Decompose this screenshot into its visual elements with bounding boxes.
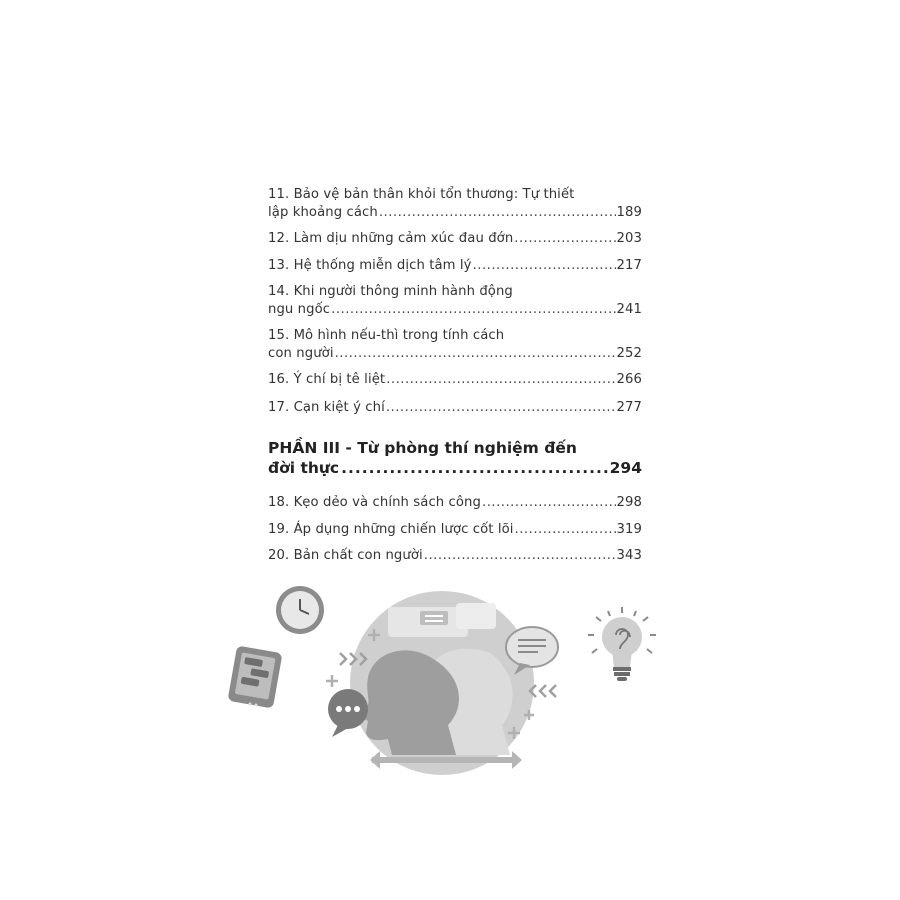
toc-page-number: 343 [616,548,642,563]
toc-entry-title-line2: ngu ngốc [268,301,331,317]
leader-dots [386,399,616,417]
leader-dots [473,257,616,275]
toc-page-number: 319 [616,521,642,537]
leader-dots [514,230,615,248]
toc-entry-19[interactable] [268,521,642,539]
toc-entry-11[interactable] [268,186,642,221]
toc-page-number: 277 [616,399,642,415]
toc-entry-17[interactable] [268,399,642,417]
toc-entry-15[interactable] [268,327,642,362]
toc-entry-title: 13. Hệ thống miễn dịch tâm lý [268,257,472,273]
toc-entry-13[interactable] [268,257,642,275]
leader-dots [341,458,608,478]
psychology-illustration [220,585,670,775]
toc-entry-title: 20. Bản chất con người [268,548,423,563]
toc-entry-title-line1: 15. Mô hình nếu-thì trong tính cách [268,328,505,343]
leader-dots [335,345,616,363]
leader-dots [379,204,616,222]
toc-page-number: 252 [616,345,642,361]
phone-chat-icon [227,645,282,708]
part-title-line1: PHẦN III - Từ phòng thí nghiệm đến [268,439,577,457]
ellipsis-bubble-icon [328,689,368,737]
toc-entry-12[interactable] [268,230,642,248]
toc-entry-title: 16. Ý chí bị tê liệt [268,372,386,387]
table-of-contents [268,186,642,565]
leader-dots [386,371,615,389]
chevrons-left-icon [530,685,556,697]
leader-dots [482,494,616,512]
toc-entry-title-line1: 14. Khi người thông minh hành động [268,284,513,299]
toc-page-number: 266 [616,372,642,387]
toc-page-number: 217 [616,257,642,273]
toc-entry-18[interactable] [268,494,642,512]
part-page-number: 294 [609,459,642,477]
leader-dots [515,521,616,539]
toc-part-heading[interactable] [268,438,642,478]
leader-dots [331,301,615,319]
toc-page-number: 189 [616,204,642,220]
leader-dots [424,547,616,565]
human-head-icon [360,649,513,755]
toc-entry-title: 17. Cạn kiệt ý chí [268,399,385,415]
toc-entry-title-line2: lập khoảng cách [268,204,378,220]
toc-entry-title-line2: con người [268,345,334,361]
toc-entry-16[interactable] [268,371,642,389]
clock-icon [276,586,324,634]
toc-entry-title: 19. Áp dụng những chiến lược cốt lõi [268,521,514,537]
toc-page-number: 241 [616,301,642,317]
toc-page-number: 203 [616,231,642,246]
lightbulb-icon [588,607,656,681]
toc-entry-20[interactable] [268,547,642,565]
toc-entry-title: 18. Kẹo dẻo và chính sách công [268,495,481,510]
toc-page-number: 298 [616,495,642,510]
part-title-line2: đời thực [268,459,340,477]
toc-entry-title-line1: 11. Bảo vệ bản thân khỏi tổn thương: Tự thiết [268,187,575,202]
toc-entry-title: 12. Làm dịu những cảm xúc đau đớn [268,231,514,246]
toc-entry-14[interactable] [268,283,642,318]
